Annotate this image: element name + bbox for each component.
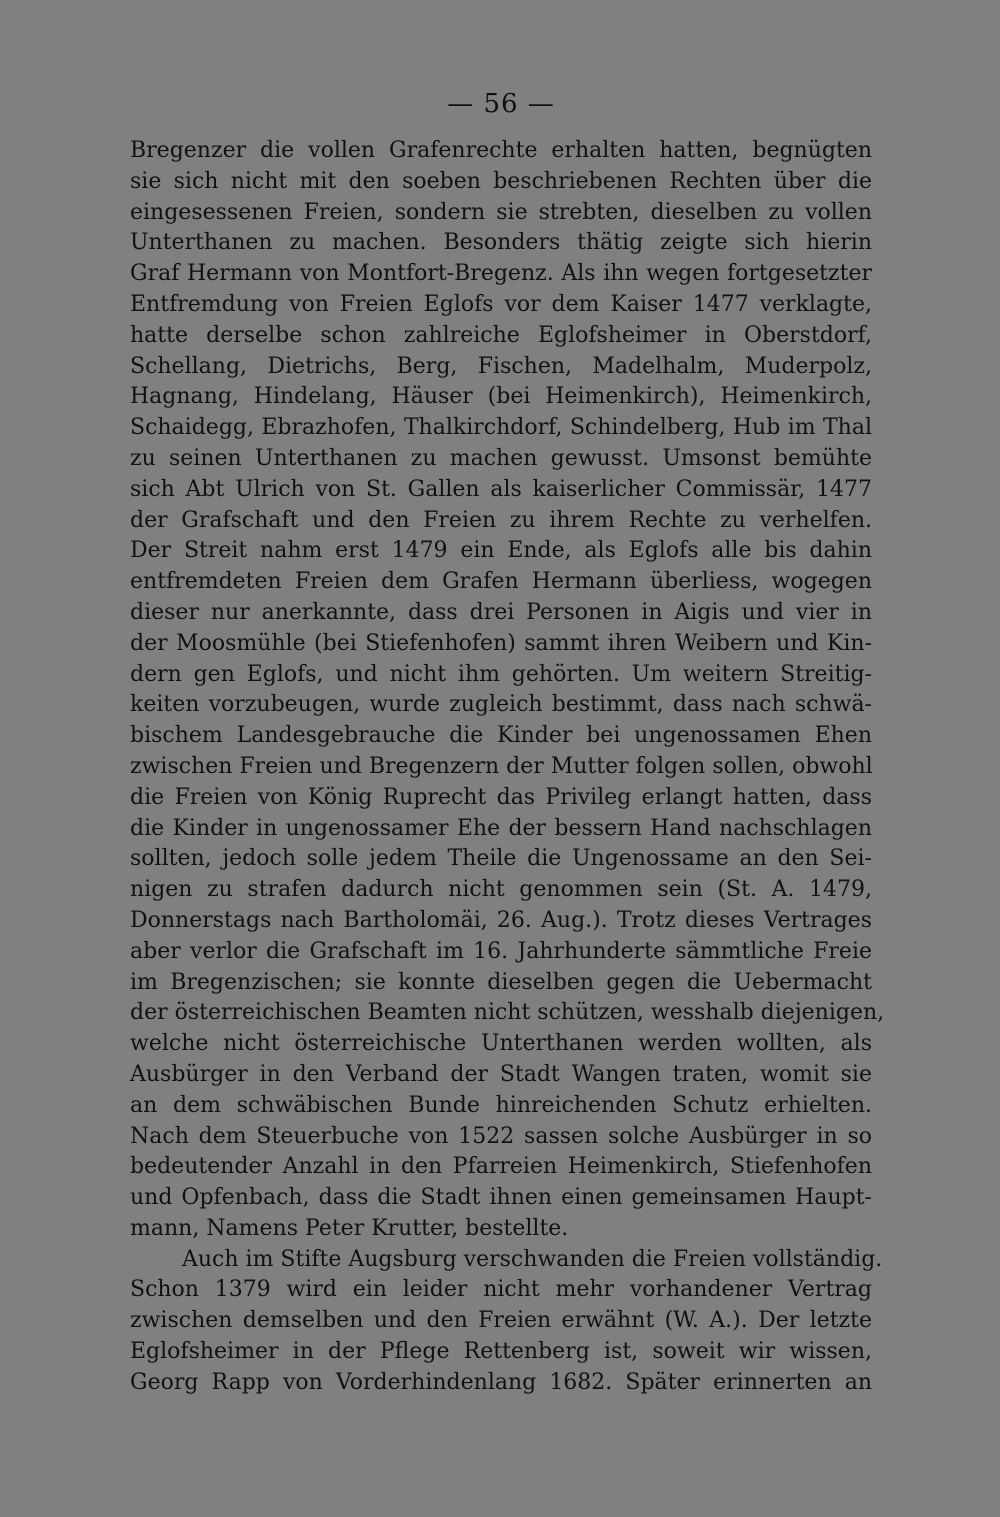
text-line: die Kinder in ungenossamer Ehe der bessern Hand nachschlagen (130, 815, 872, 841)
text-line: zwischen Freien und Bregenzern der Mutter folgen sollen, obwohl (130, 753, 873, 779)
text-line: Hagnang, Hindelang, Häuser (bei Heimenkirch), Heimenkirch, (130, 384, 872, 410)
text-line: Bregenzer die vollen Grafenrechte erhalten hatten, begnügten (130, 138, 872, 163)
text-line: sich Abt Ulrich von St. Gallen als kaiserlicher Commissär, 1477 (130, 476, 872, 502)
text-line: und Opfenbach, dass die Stadt ihnen einen gemeinsamen Haupt- (130, 1185, 872, 1211)
text-line: keiten vorzubeugen, wurde zugleich bestimmt, dass nach schwä- (130, 692, 872, 718)
text-line: eingesessenen Freien, sondern sie strebten, dieselben zu vollen (130, 199, 872, 225)
text-line: der Moosmühle (bei Stiefenhofen) sammt ihren Weibern und Kin- (130, 630, 872, 656)
text-line: bedeutender Anzahl in den Pfarreien Heimenkirch, Stiefenhofen (130, 1154, 872, 1180)
text-line: bischem Landesgebrauche die Kinder bei ungenossamen Ehen (130, 723, 872, 749)
text-line: Georg Rapp von Vorderhindenlang 1682. Später erinnerten an (130, 1369, 872, 1395)
text-line: sie sich nicht mit den soeben beschriebenen Rechten über die (130, 168, 872, 194)
document-page (130, 82, 885, 1399)
text-line: Ausbürger in den Verband der Stadt Wangen traten, womit sie (130, 1061, 872, 1087)
body-text (130, 136, 885, 1399)
text-line: im Bregenzischen; sie konnte dieselben gegen die Uebermacht (130, 969, 872, 995)
text-line: dieser nur anerkannte, dass drei Personen in Aigis und vier in (130, 599, 872, 625)
paragraph-2 (130, 1245, 883, 1399)
text-line: der Grafschaft und den Freien zu ihrem Rechte zu verhelfen. (130, 507, 872, 533)
text-line: entfremdeten Freien dem Grafen Hermann überliess, wogegen (130, 569, 872, 595)
text-line: mann, Namens Peter Krutter, bestellte. (130, 1215, 569, 1241)
text-line: Schellang, Dietrichs, Berg, Fischen, Madelhalm, Muderpolz, (130, 353, 872, 379)
text-line: Der Streit nahm erst 1479 ein Ende, als Eglofs alle bis dahin (130, 538, 872, 564)
text-line: Auch im Stifte Augsburg verschwanden die Freien vollständig. (182, 1246, 883, 1272)
text-line: zu seinen Unterthanen zu machen gewusst. Umsonst bemühte (130, 445, 872, 471)
text-line: die Freien von König Ruprecht das Privileg erlangt hatten, dass (130, 784, 872, 810)
paragraph-1 (130, 136, 885, 1245)
text-line: Eglofsheimer in der Pflege Rettenberg ist, soweit wir wissen, (130, 1339, 872, 1365)
text-line: welche nicht österreichische Unterthanen werden wollten, als (130, 1031, 872, 1057)
text-line: an dem schwäbischen Bunde hinreichenden Schutz erhielten. (130, 1092, 872, 1118)
text-line: der österreichischen Beamten nicht schützen, wesshalb diejenigen, (130, 1000, 885, 1026)
text-line: Nach dem Steuerbuche von 1522 sassen solche Ausbürger in so (130, 1123, 872, 1149)
text-line: Entfremdung von Freien Eglofs vor dem Kaiser 1477 verklagte, (130, 291, 872, 317)
text-line: Donnerstags nach Bartholomäi, 26. Aug.). Trotz dieses Vertrages (130, 907, 872, 933)
text-line: Schaidegg, Ebrazhofen, Thalkirchdorf, Schindelberg, Hub im Thal (130, 415, 872, 441)
text-line: dern gen Eglofs, und nicht ihm gehörten. Um weitern Streitig- (130, 661, 872, 687)
text-line: hatte derselbe schon zahlreiche Eglofsheimer in Oberstdorf, (130, 322, 872, 348)
text-line: zwischen demselben und den Freien erwähnt (W. A.). Der letzte (130, 1308, 872, 1334)
text-line: Graf Hermann von Montfort-Bregenz. Als ihn wegen fortgesetzter (130, 261, 872, 287)
page-number: — 56 — (447, 89, 555, 119)
text-line: Unterthanen zu machen. Besonders thätig zeigte sich hierin (130, 230, 872, 256)
text-line: sollten, jedoch solle jedem Theile die Ungenossame an den Sei- (130, 846, 872, 872)
text-line: nigen zu strafen dadurch nicht genommen sein (St. A. 1479, (130, 877, 872, 903)
text-line: Schon 1379 wird ein leider nicht mehr vorhandener Vertrag (130, 1277, 872, 1303)
text-line: aber verlor die Grafschaft im 16. Jahrhunderte sämmtliche Freie (130, 938, 872, 964)
